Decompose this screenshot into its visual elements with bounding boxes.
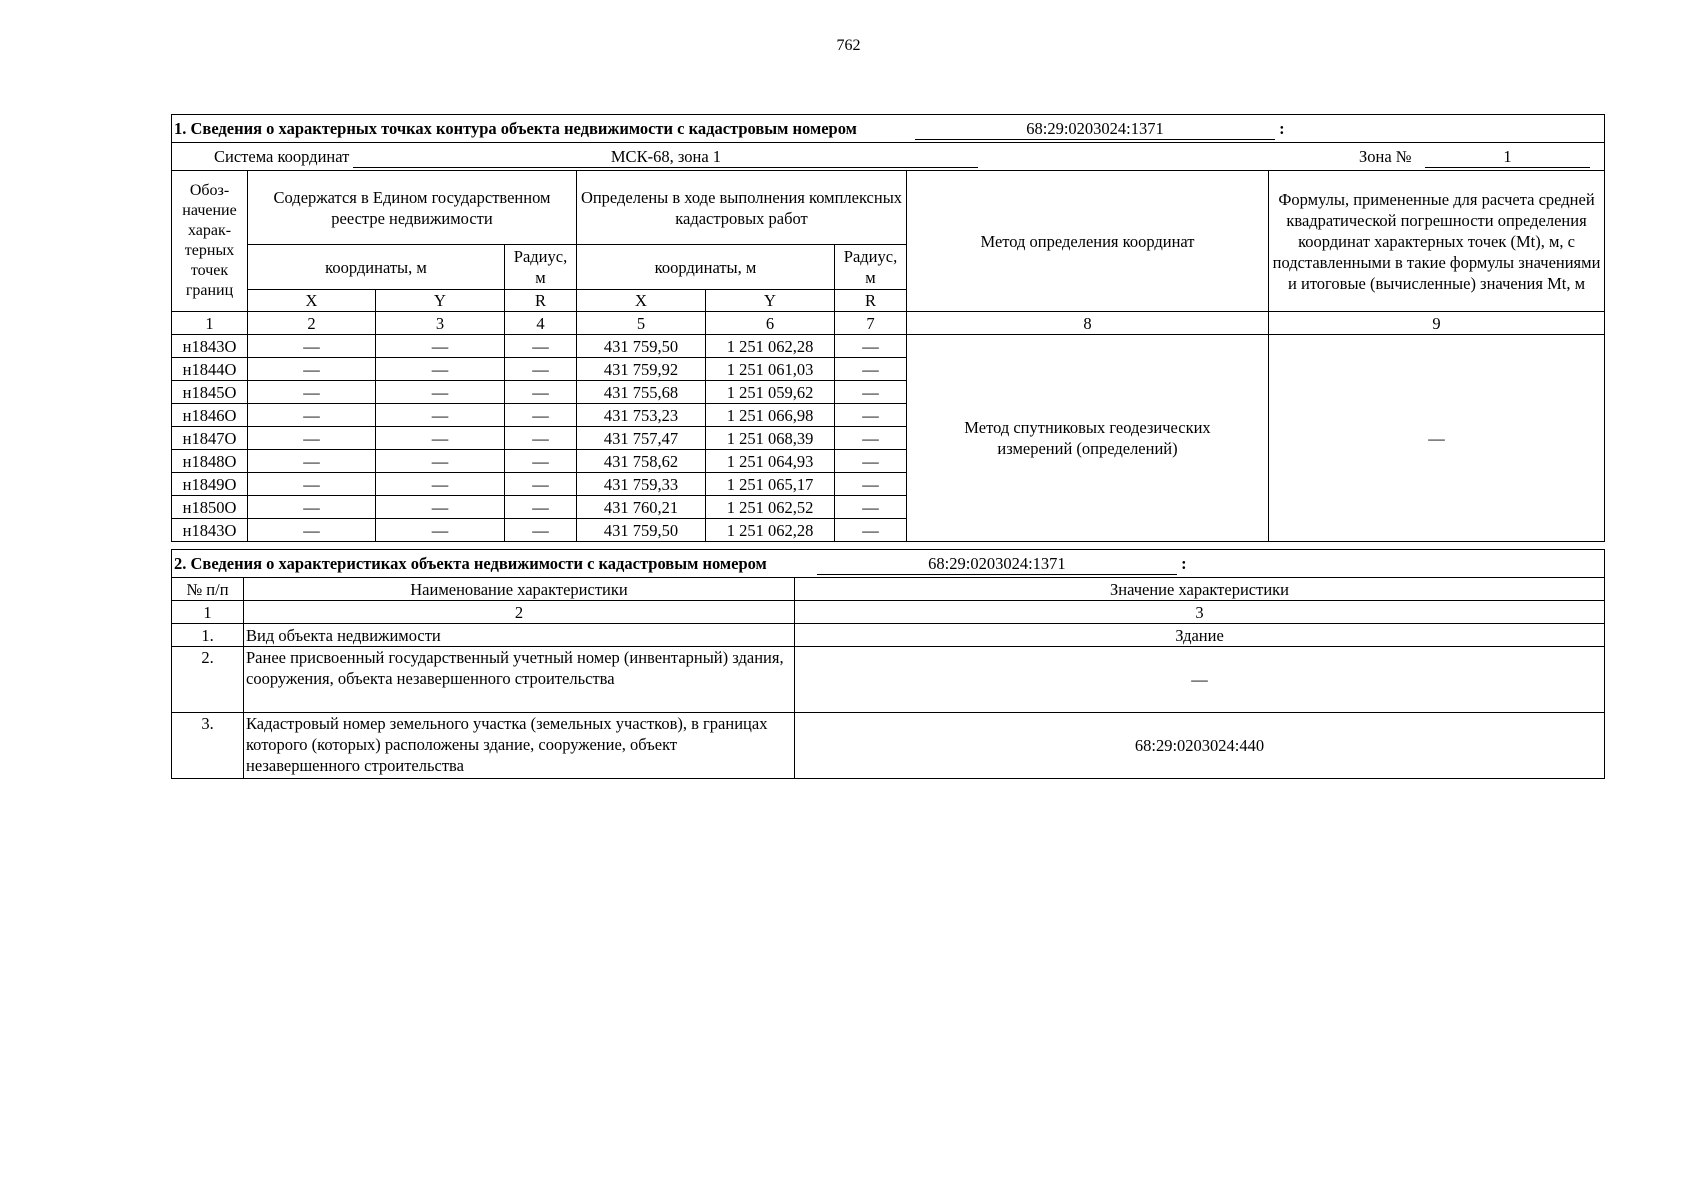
egrn-r: — xyxy=(505,335,577,358)
header-method: Метод определения координат xyxy=(907,171,1269,312)
section2-colon: : xyxy=(1181,553,1187,573)
egrn-y: — xyxy=(376,496,505,519)
header-egrn-coords: координаты, м xyxy=(248,245,505,290)
egrn-y: — xyxy=(376,358,505,381)
formulas-value: — xyxy=(1269,335,1605,542)
egrn-x: — xyxy=(248,519,376,542)
coord-r: — xyxy=(835,381,907,404)
coord-y: 1 251 061,03 xyxy=(706,358,835,381)
egrn-y: — xyxy=(376,450,505,473)
section2-title-cell xyxy=(172,550,1605,578)
column-number: 2 xyxy=(248,312,376,335)
page-number: 762 xyxy=(836,37,861,54)
column-number: 1 xyxy=(172,312,248,335)
point-name: н1850О xyxy=(172,496,248,519)
column-number: 9 xyxy=(1269,312,1605,335)
coord-y: 1 251 065,17 xyxy=(706,473,835,496)
coord-r: — xyxy=(835,427,907,450)
coord-y: 1 251 059,62 xyxy=(706,381,835,404)
coord-system-label: Система координат xyxy=(214,146,350,166)
column-number: 2 xyxy=(244,601,795,624)
egrn-x: — xyxy=(248,473,376,496)
column-number: 3 xyxy=(795,601,1605,624)
column-number: 4 xyxy=(505,312,577,335)
row-name: Вид объекта недвижимости xyxy=(244,624,795,647)
coord-r: — xyxy=(835,358,907,381)
coord-x: 431 759,33 xyxy=(577,473,706,496)
egrn-x: — xyxy=(248,335,376,358)
row-value: — xyxy=(795,647,1605,713)
column-number: 8 xyxy=(907,312,1269,335)
coord-y: 1 251 062,52 xyxy=(706,496,835,519)
coord-x: 431 759,92 xyxy=(577,358,706,381)
point-name: н1846О xyxy=(172,404,248,427)
header-egrn-group: Содержатся в Едином государственном реестре недвижимости xyxy=(248,171,577,245)
zone-value: 1 xyxy=(1425,146,1590,168)
coord-x: 431 757,47 xyxy=(577,427,706,450)
coord-r: — xyxy=(835,404,907,427)
section1-title-cell xyxy=(172,115,1605,143)
egrn-r: — xyxy=(505,519,577,542)
header-formulas: Формулы, примененные для расчета средней квадратической погрешности определения координат характерных точек (Mt), м, с подставленными в такие формулы значениями и итоговые (вычисленные) значения Mt, м xyxy=(1269,171,1605,312)
column-number: 3 xyxy=(376,312,505,335)
egrn-x: — xyxy=(248,450,376,473)
egrn-r: — xyxy=(505,496,577,519)
coord-system-value: МСК-68, зона 1 xyxy=(353,146,978,168)
characteristic-points-table xyxy=(171,114,1605,542)
point-name: н1843О xyxy=(172,519,248,542)
section1-cadastral-number: 68:29:0203024:1371 xyxy=(915,118,1275,140)
header-kkr-group: Определены в ходе выполнения комплексных кадастровых работ xyxy=(577,171,907,245)
zone-label: Зона № xyxy=(1359,147,1412,166)
coord-x: 431 755,68 xyxy=(577,381,706,404)
table-row xyxy=(172,335,1605,358)
point-name: н1844О xyxy=(172,358,248,381)
object-characteristics-table xyxy=(171,549,1605,779)
table-row xyxy=(172,713,1605,779)
coord-r: — xyxy=(835,496,907,519)
egrn-r: — xyxy=(505,381,577,404)
coord-y: 1 251 068,39 xyxy=(706,427,835,450)
table-row xyxy=(172,647,1605,713)
header-kkr-x: X xyxy=(577,290,706,312)
header-egrn-r: R xyxy=(505,290,577,312)
header-no: № п/п xyxy=(172,578,244,601)
coord-x: 431 758,62 xyxy=(577,450,706,473)
column-number: 5 xyxy=(577,312,706,335)
header-egrn-y: Y xyxy=(376,290,505,312)
egrn-x: — xyxy=(248,404,376,427)
header-egrn-radius: Радиус, м xyxy=(505,245,577,290)
coord-x: 431 759,50 xyxy=(577,519,706,542)
header-designation: Обоз-начение харак-терных точек границ xyxy=(172,171,248,312)
coord-x: 431 753,23 xyxy=(577,404,706,427)
section2-title: 2. Сведения о характеристиках объекта недвижимости с кадастровым номером xyxy=(174,553,767,573)
header-kkr-r: R xyxy=(835,290,907,312)
egrn-y: — xyxy=(376,381,505,404)
header-kkr-coords: координаты, м xyxy=(577,245,835,290)
method-value: Метод спутниковых геодезических измерений (определений) xyxy=(907,335,1269,542)
egrn-x: — xyxy=(248,427,376,450)
egrn-r: — xyxy=(505,450,577,473)
coord-y: 1 251 066,98 xyxy=(706,404,835,427)
row-name: Ранее присвоенный государственный учетный номер (инвентарный) здания, сооружения, объекта незавершенного строительства xyxy=(244,647,795,713)
header-egrn-x: X xyxy=(248,290,376,312)
point-name: н1843О xyxy=(172,335,248,358)
column-number: 6 xyxy=(706,312,835,335)
header-value: Значение характеристики xyxy=(795,578,1605,601)
coord-r: — xyxy=(835,473,907,496)
egrn-x: — xyxy=(248,381,376,404)
coord-y: 1 251 062,28 xyxy=(706,335,835,358)
coord-y: 1 251 062,28 xyxy=(706,519,835,542)
coord-system-row xyxy=(172,143,1605,171)
header-kkr-radius: Радиус, м xyxy=(835,245,907,290)
egrn-y: — xyxy=(376,519,505,542)
egrn-r: — xyxy=(505,404,577,427)
egrn-r: — xyxy=(505,358,577,381)
coord-r: — xyxy=(835,335,907,358)
egrn-y: — xyxy=(376,473,505,496)
coord-r: — xyxy=(835,450,907,473)
section2-cadastral-number: 68:29:0203024:1371 xyxy=(817,553,1177,575)
egrn-r: — xyxy=(505,427,577,450)
section1-colon: : xyxy=(1279,118,1285,138)
table-row xyxy=(172,624,1605,647)
column-number: 1 xyxy=(172,601,244,624)
row-no: 1. xyxy=(172,624,244,647)
egrn-x: — xyxy=(248,496,376,519)
egrn-y: — xyxy=(376,404,505,427)
coord-r: — xyxy=(835,519,907,542)
point-name: н1849О xyxy=(172,473,248,496)
point-name: н1845О xyxy=(172,381,248,404)
egrn-y: — xyxy=(376,427,505,450)
egrn-y: — xyxy=(376,335,505,358)
section1-title: 1. Сведения о характерных точках контура объекта недвижимости с кадастровым номером xyxy=(174,118,857,138)
header-kkr-y: Y xyxy=(706,290,835,312)
row-no: 3. xyxy=(172,713,244,779)
egrn-r: — xyxy=(505,473,577,496)
egrn-x: — xyxy=(248,358,376,381)
row-no: 2. xyxy=(172,647,244,713)
column-number: 7 xyxy=(835,312,907,335)
header-name: Наименование характеристики xyxy=(244,578,795,601)
row-value: Здание xyxy=(795,624,1605,647)
point-name: н1848О xyxy=(172,450,248,473)
point-name: н1847О xyxy=(172,427,248,450)
coord-x: 431 759,50 xyxy=(577,335,706,358)
row-value: 68:29:0203024:440 xyxy=(795,713,1605,779)
coord-x: 431 760,21 xyxy=(577,496,706,519)
row-name: Кадастровый номер земельного участка (земельных участков), в границах которого (которых) расположены здание, сооружение, объект незавершенного строительства xyxy=(244,713,795,779)
coord-y: 1 251 064,93 xyxy=(706,450,835,473)
